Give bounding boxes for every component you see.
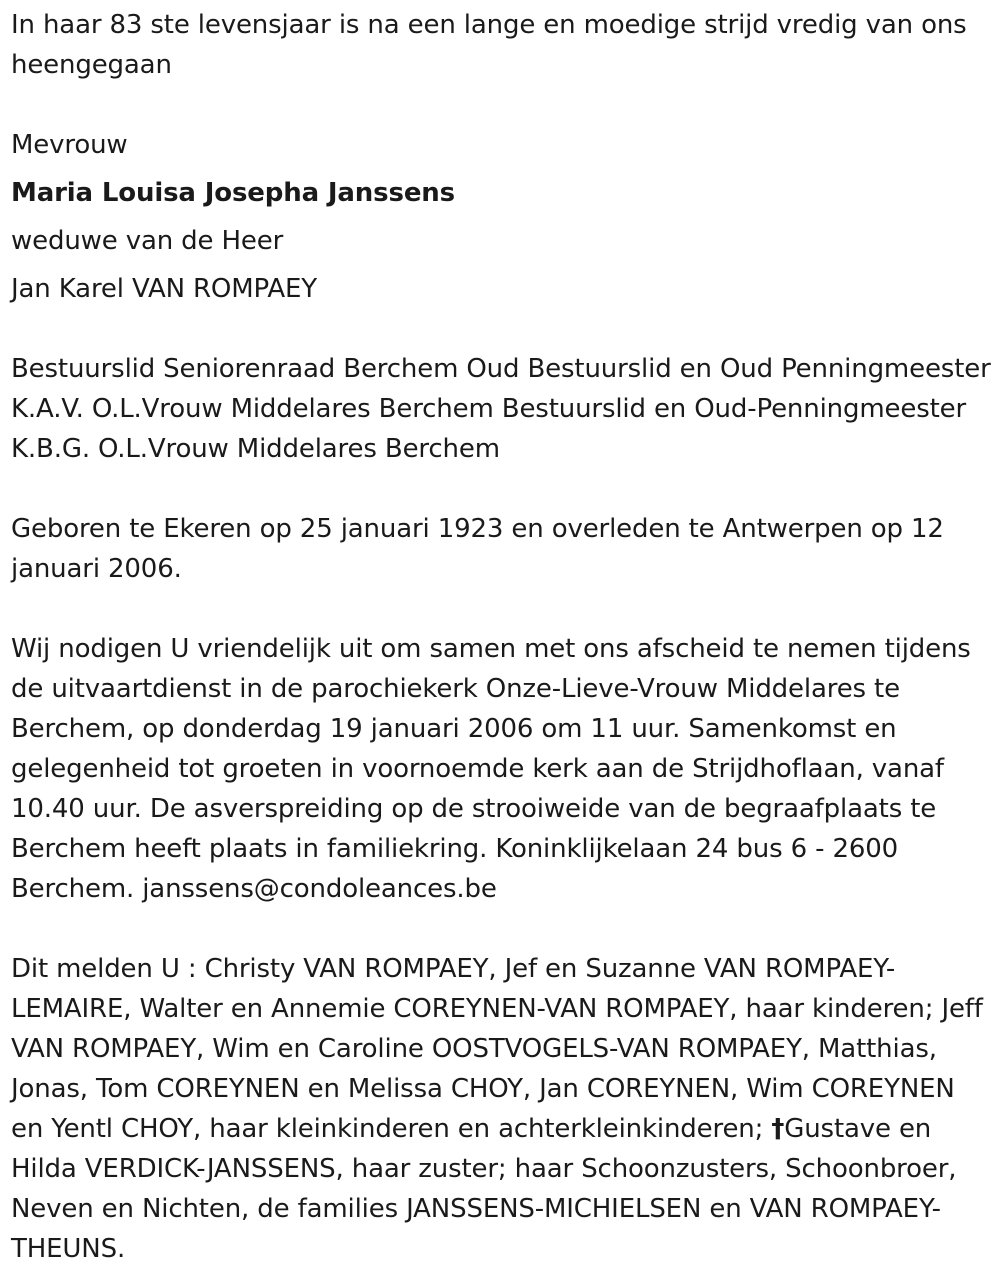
salutation: Mevrouw xyxy=(11,130,128,160)
birth-death-text: Geboren te Ekeren op 25 januari 1923 en overleden te Antwerpen op 12 januari 2006. xyxy=(11,514,944,584)
intro-text: In haar 83 ste levensjaar is na een lange en moedige strijd vredig van ons heengegaan xyxy=(11,10,967,80)
invitation-text: Wij nodigen U vriendelijk uit om samen met ons afscheid te nemen tijdens de uitvaartdienst in de parochiekerk Onze-Lieve-Vrouw Middelares te Berchem, op donderdag 19 januari 2006 om 11 uur. Samenkomst en gelegenheid tot groeten in voornoemde kerk aan de Strijdhoflaan, vanaf 10.40 uur. De asverspreiding op de strooiweide van de begraafplaats te Berchem heeft plaats in familiekring. Koninklijkelaan 24 bus 6 - 2600 Berchem. janssens@condoleances.be xyxy=(11,634,971,904)
family-announcement xyxy=(11,949,991,1269)
family-list-part2: Gustave en Hilda VERDICK-JANSSENS, haar zuster; haar Schoonzusters, Schoonbroer, Neven en Nichten, de families JANSSENS-MICHIELSEN en VAN ROMPAEY-THEUNS. xyxy=(11,1114,957,1264)
obituary-document xyxy=(11,5,991,1269)
roles-text: Bestuurslid Seniorenraad Berchem Oud Bestuurslid en Oud Penningmeester K.A.V. O.L.Vrouw Middelares Berchem Bestuurslid en Oud-Penningmeester K.B.G. O.L.Vrouw Middelares Berchem xyxy=(11,354,991,464)
widow-of-text: weduwe van de Heer xyxy=(11,226,284,256)
family-list-part1: Dit melden U : Christy VAN ROMPAEY, Jef en Suzanne VAN ROMPAEY-LEMAIRE, Walter en Annemie COREYNEN-VAN ROMPAEY, haar kinderen; Jeff VAN ROMPAEY, Wim en Caroline OOSTVOGELS-VAN ROMPAEY, Matthias, Jonas, Tom COREYNEN en Melissa CHOY, Jan COREYNEN, Wim COREYNEN en Yentl CHOY, haar kleinkinderen en achterkleinkinderen; xyxy=(11,954,983,1144)
deceased-name: Maria Louisa Josepha Janssens xyxy=(11,178,455,208)
spouse-name: Jan Karel VAN ROMPAEY xyxy=(11,274,318,304)
cross-icon: † xyxy=(771,1114,785,1144)
